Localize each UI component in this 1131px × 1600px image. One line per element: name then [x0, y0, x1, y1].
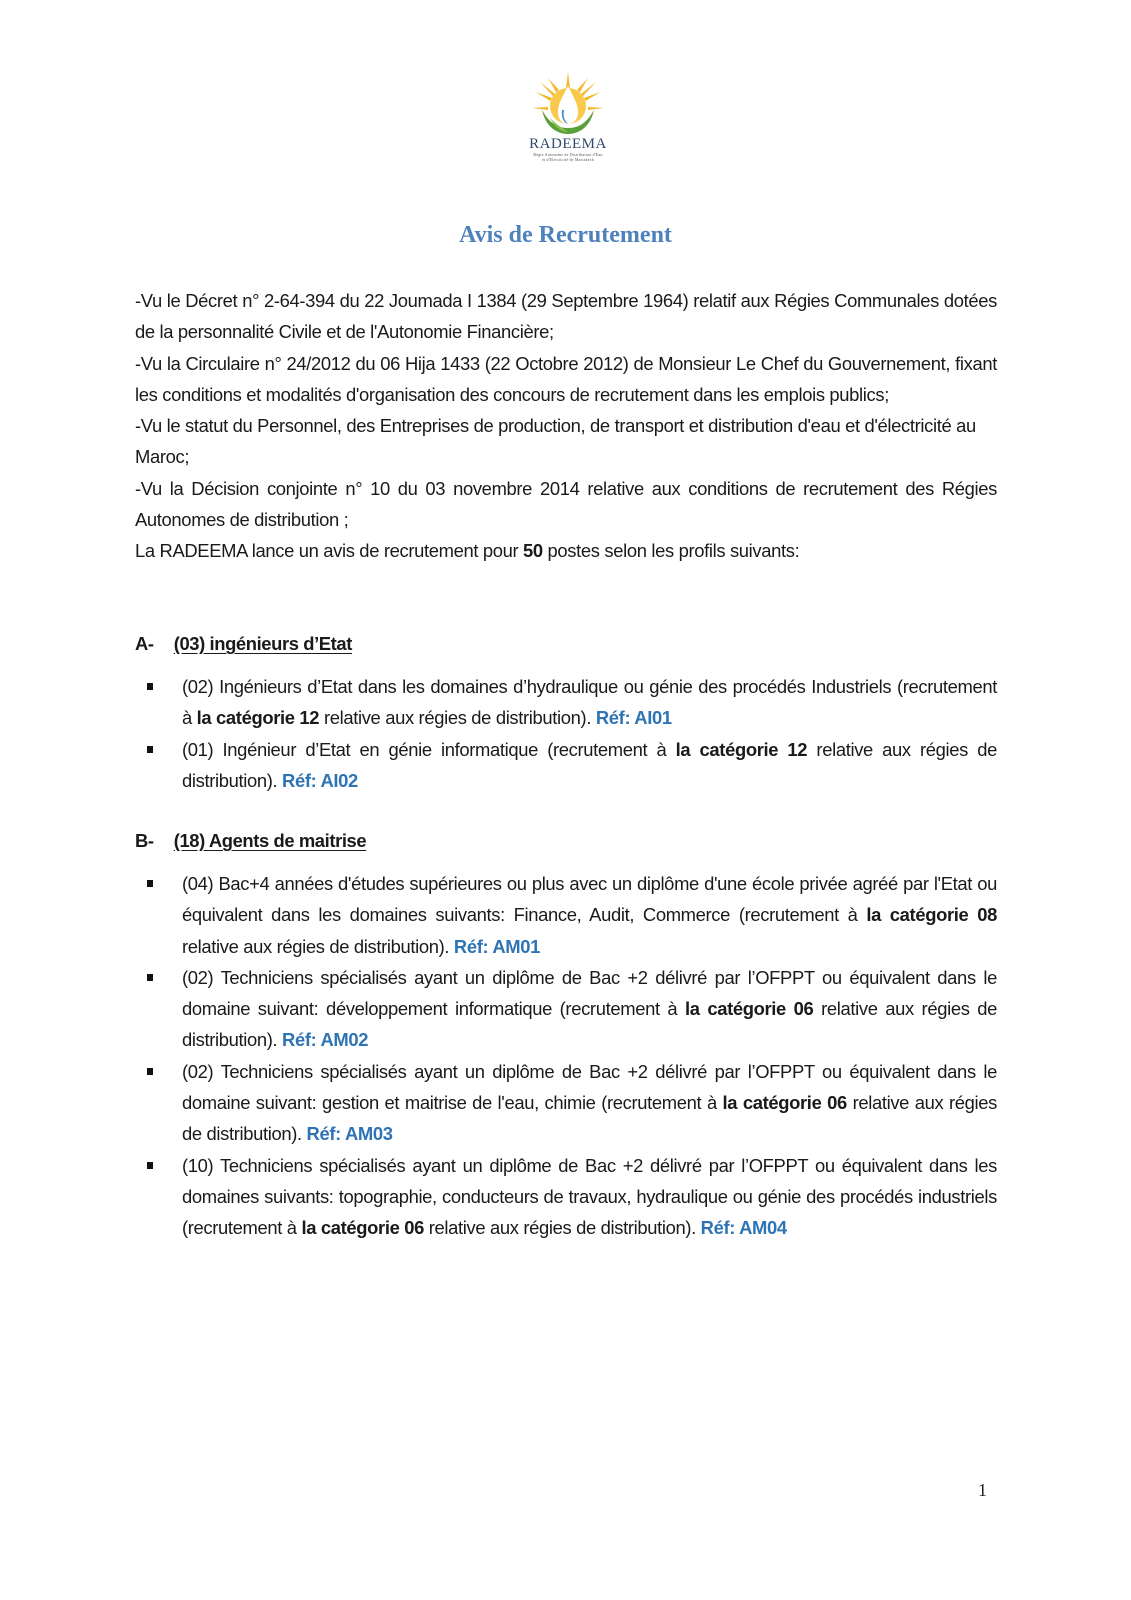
list-item	[135, 671, 997, 734]
item-category: la catégorie 06	[722, 1092, 847, 1114]
item-text: (01) Ingénieur d’Etat en génie informatique (recrutement à	[182, 738, 676, 760]
item-category: la catégorie 08	[866, 904, 997, 926]
list-item	[135, 868, 997, 962]
intro-paragraph-circulaire: -Vu la Circulaire n° 24/2012 du 06 Hija 1433 (22 Octobre 2012) de Monsieur Le Chef du Gouvernement, fixant les conditions et modalités d'organisation des concours de recrutement dans les emplois publics;	[135, 352, 997, 405]
intro-block	[135, 285, 997, 567]
square-bullet-icon	[147, 1162, 153, 1169]
section-a-label: A-	[135, 633, 154, 654]
item-reference: Réf: AM04	[700, 1217, 787, 1239]
item-text-after: relative aux régies de distribution).	[424, 1217, 701, 1239]
announcement	[135, 535, 997, 566]
logo-subtitle-2: et d'Electricité de Marrakech	[542, 157, 594, 162]
intro-paragraph-decision: -Vu la Décision conjointe n° 10 du 03 novembre 2014 relative aux conditions de recrutement des Régies Autonomes de distribution ;	[135, 477, 997, 531]
section-a-list	[135, 671, 997, 796]
section-a-title: (03) ingénieurs d’Etat	[173, 633, 352, 654]
announcement-text-before: La RADEEMA lance un avis de recrutement pour	[135, 540, 524, 562]
section-a-heading	[135, 633, 352, 655]
item-category: la catégorie 06	[301, 1217, 424, 1239]
item-text-after: relative aux régies de distribution).	[182, 738, 997, 791]
item-text: (04) Bac+4 années d'études supérieures ou plus avec un diplôme d'une école privée agréé par l'Etat ou équivalent dans les domaines suivants: Finance, Audit, Commerce (recrutement à	[182, 873, 997, 926]
item-text: (02) Techniciens spécialisés ayant un diplôme de Bac +2 délivré par l’OFPPT ou équivalent dans le domaine suivant: développement informatique (recrutement à	[182, 966, 997, 1020]
posts-count: 50	[523, 540, 543, 562]
item-text-after: relative aux régies de distribution).	[182, 935, 454, 957]
item-reference: Réf: AM03	[306, 1123, 393, 1145]
intro-paragraph-decret: -Vu le Décret n° 2-64-394 du 22 Joumada I 1384 (29 Septembre 1964) relatif aux Régies Communales dotées de la personnalité Civile et de l'Autonomie Financière;	[135, 290, 997, 343]
announcement-text-after: postes selon les profils suivants:	[542, 540, 800, 562]
square-bullet-icon	[147, 1068, 153, 1075]
sun-water-leaf-icon	[528, 70, 608, 138]
item-reference: Réf: AM02	[282, 1029, 369, 1051]
square-bullet-icon	[147, 683, 153, 690]
item-category: la catégorie 12	[196, 707, 320, 729]
item-reference: Réf: AI01	[595, 707, 672, 729]
item-text: (10) Techniciens spécialisés ayant un diplôme de Bac +2 délivré par l’OFPPT ou équivalent dans les domaines suivants: topographie, conducteurs de travaux, hydraulique ou génie des procédés industriels (recrutement à	[182, 1154, 997, 1239]
item-category: la catégorie 12	[675, 738, 808, 760]
list-item	[135, 1150, 997, 1244]
square-bullet-icon	[147, 880, 153, 887]
list-item	[135, 1056, 997, 1150]
item-category: la catégorie 06	[684, 998, 814, 1020]
list-item	[135, 734, 997, 797]
square-bullet-icon	[147, 746, 153, 753]
page-title: Avis de Recrutement	[459, 222, 672, 248]
item-text-after: relative aux régies de distribution).	[182, 998, 997, 1051]
item-text: (02) Ingénieurs d’Etat dans les domaines d’hydraulique ou génie des procédés Industriels (recrutement à	[182, 676, 997, 729]
intro-paragraph-statut: -Vu le statut du Personnel, des Entreprises de production, de transport et distribution d'eau et d'électricité au Maroc;	[135, 415, 976, 468]
logo-name: RADEEMA	[529, 136, 607, 152]
page-number: 1	[978, 1480, 987, 1500]
item-reference: Réf: AI02	[282, 769, 358, 791]
radeema-logo	[518, 70, 618, 170]
item-text: (02) Techniciens spécialisés ayant un diplôme de Bac +2 délivré par l’OFPPT ou équivalent dans le domaine suivant: gestion et maitrise de l'eau, chimie (recrutement à	[182, 1060, 997, 1114]
list-item	[135, 962, 997, 1056]
item-text-after: relative aux régies de distribution).	[182, 1092, 997, 1145]
section-b-title: (18) Agents de maitrise	[173, 830, 367, 851]
section-b-heading	[135, 830, 366, 852]
item-reference: Réf: AM01	[453, 935, 540, 957]
section-b-list	[135, 868, 997, 1244]
item-text-after: relative aux régies de distribution).	[319, 707, 596, 729]
square-bullet-icon	[147, 974, 153, 981]
logo-subtitle-1: Régie Autonome de Distribution d'Eau	[533, 152, 603, 157]
section-b-label: B-	[135, 830, 154, 851]
